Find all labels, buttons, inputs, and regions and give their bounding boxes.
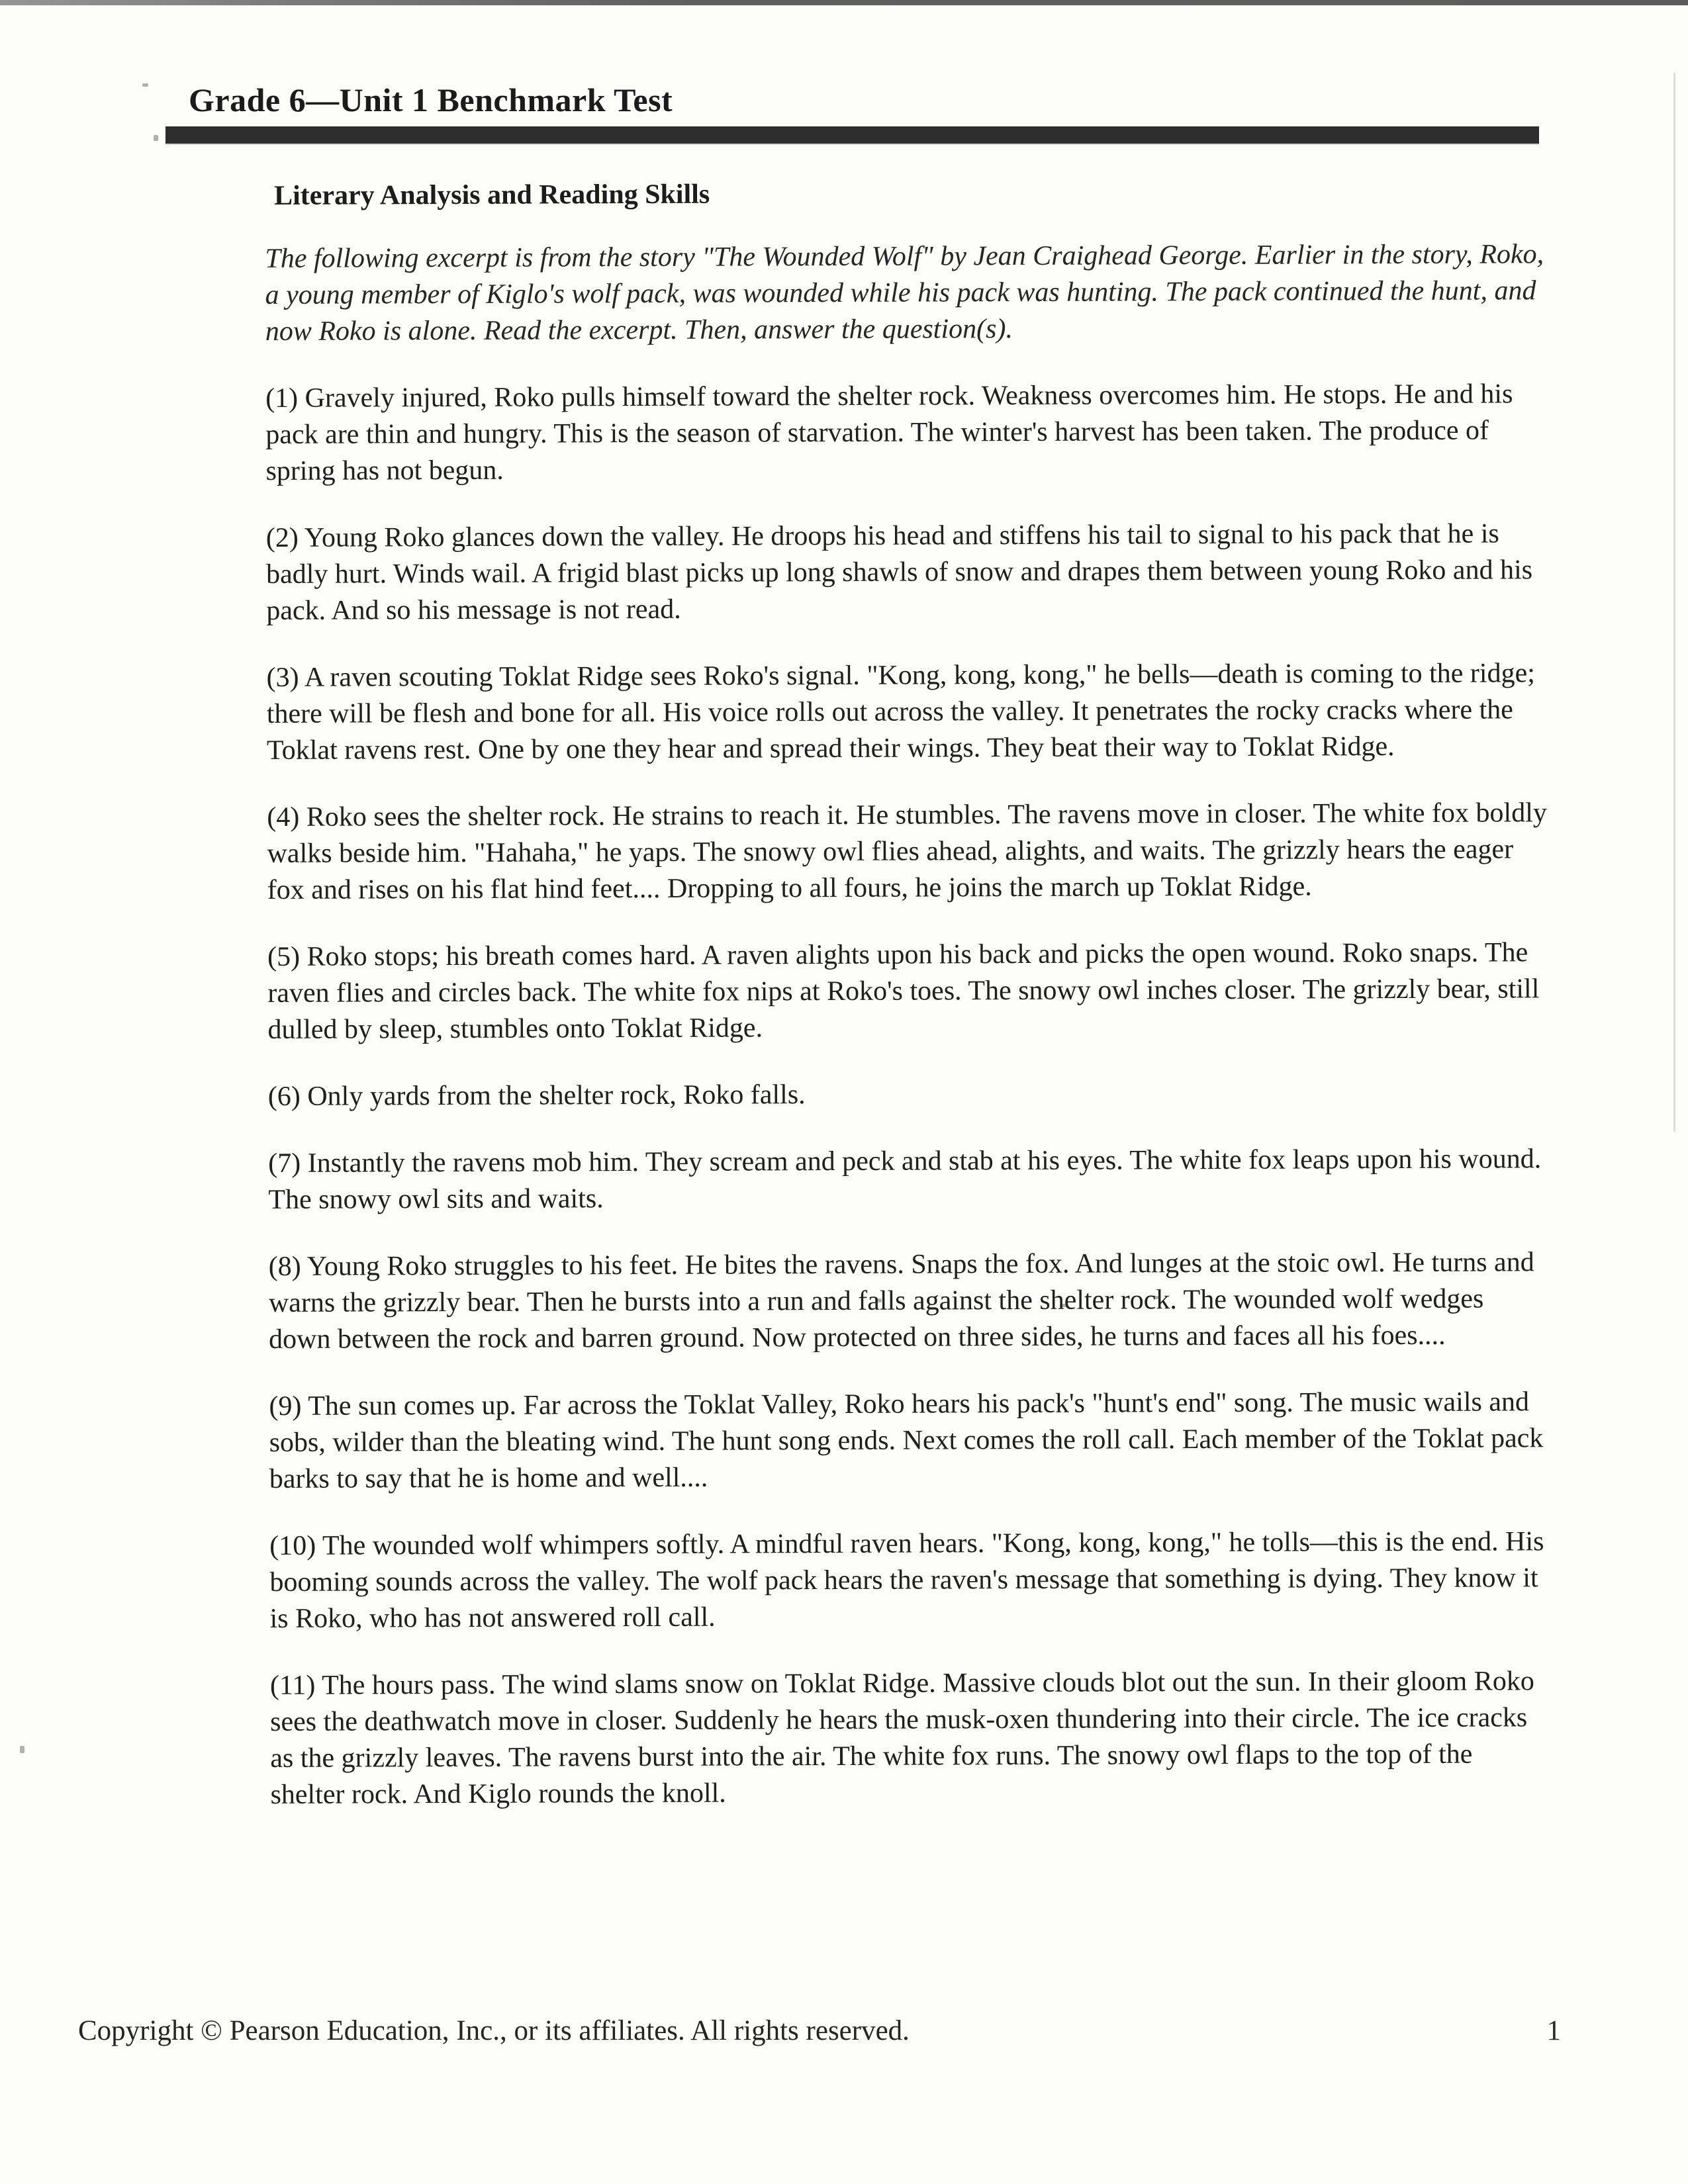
story-paragraph: (8) Young Roko struggles to his feet. He bites the ravens. Snaps the fox. And lunges at the stoic owl. He turns and warns the grizzly bear. Then he bursts into a run and falls against the shelter rock. The wounded wolf wedges down between the rock and barren ground. Now protected on three sides, he turns and faces all his foes.... bbox=[268, 1247, 1534, 1355]
scan-top-edge-artifact bbox=[0, 0, 1688, 5]
copyright-text: Copyright © Pearson Education, Inc., or its affiliates. All rights reserved. bbox=[78, 2015, 910, 2046]
header-rule bbox=[165, 126, 1539, 144]
document-body bbox=[265, 175, 1552, 1844]
story-paragraph: (6) Only yards from the shelter rock, Roko falls. bbox=[267, 1079, 806, 1112]
story-paragraph: (4) Roko sees the shelter rock. He strains to reach it. He stumbles. The ravens move in closer. The white fox boldly walks beside him. "Hahaha," he yaps. The snowy owl flies ahead, alights, and waits. The grizzly hears the eager fox and rises on his flat hind feet.... Dropping to all fours, he joins the march up Toklat Ridge. bbox=[267, 797, 1547, 905]
story-paragraph: (3) A raven scouting Toklat Ridge sees Roko's signal. "Kong, kong, kong," he bells—death is coming to the ridge; there will be flesh and bone for all. His voice rolls out across the valley. It penetrates the rocky cracks where the Toklat ravens rest. One by one they hear and spread their wings. They beat their way to Toklat Ridge. bbox=[266, 658, 1535, 766]
story-paragraph: (9) The sun comes up. Far across the Toklat Valley, Roko hears his pack's "hunt's end" song. The music wails and sobs, wilder than the bleating wind. The hunt song ends. Next comes the roll call. Each member of the Toklat pack barks to say that he is home and well.... bbox=[269, 1387, 1544, 1494]
section-heading: Literary Analysis and Reading Skills bbox=[274, 179, 710, 211]
story-paragraph: (11) The hours pass. The wind slams snow on Toklat Ridge. Massive clouds blot out the sun. In their gloom Roko sees the deathwatch move in closer. Suddenly he hears the musk-oxen thundering into their circle. The ice cracks as the grizzly leaves. The ravens burst into the air. The white fox runs. The snowy owl flaps to the top of the shelter rock. And Kiglo rounds the knoll. bbox=[269, 1666, 1534, 1810]
story-paragraph: (2) Young Roko glances down the valley. He droops his head and stiffens his tail to signal to his pack that he is badly hurt. Winds wail. A frigid blast picks up long shawls of snow and drapes them between young Roko and his pack. And so his message is not read. bbox=[265, 518, 1533, 626]
intro-paragraph: The following excerpt is from the story "The Wounded Wolf" by Jean Craighead George. Earlier in the story, Roko, a young member of Kiglo's wolf pack, was wounded while his pack was hunting. The pack continued the hunt, and now Roko is alone. Read the excerpt. Then, answer the question(s). bbox=[265, 239, 1544, 347]
story-paragraph: (10) The wounded wolf whimpers softly. A mindful raven hears. "Kong, kong, kong," he tolls—this is the end. His booming sounds across the valley. The wolf pack hears the raven's message that something is dying. They know it is Roko, who has not answered roll call. bbox=[269, 1526, 1544, 1634]
page-title: Grade 6—Unit 1 Benchmark Test bbox=[189, 81, 673, 118]
scan-right-streak-artifact bbox=[1673, 73, 1675, 1132]
scan-speck bbox=[142, 83, 148, 87]
page-number: 1 bbox=[1546, 2015, 1561, 2046]
paragraph-list bbox=[265, 376, 1552, 1813]
story-paragraph: (5) Roko stops; his breath comes hard. A raven alights upon his back and picks the open wound. Roko snaps. The raven flies and circles back. The white fox nips at Roko's toes. The snowy owl inches closer. The grizzly bear, still dulled by sleep, stumbles onto Toklat Ridge. bbox=[267, 937, 1540, 1045]
page-footer bbox=[78, 2015, 1561, 2047]
scan-speck bbox=[20, 1746, 24, 1753]
scan-speck bbox=[154, 135, 158, 141]
story-paragraph: (7) Instantly the ravens mob him. They scream and peck and stab at his eyes. The white fox leaps upon his wound. The snowy owl sits and waits. bbox=[268, 1144, 1542, 1215]
story-paragraph: (1) Gravely injured, Roko pulls himself toward the shelter rock. Weakness overcomes him. He stops. He and his pack are thin and hungry. This is the season of starvation. The winter's harvest has been taken. The produce of spring has not begun. bbox=[265, 379, 1513, 486]
